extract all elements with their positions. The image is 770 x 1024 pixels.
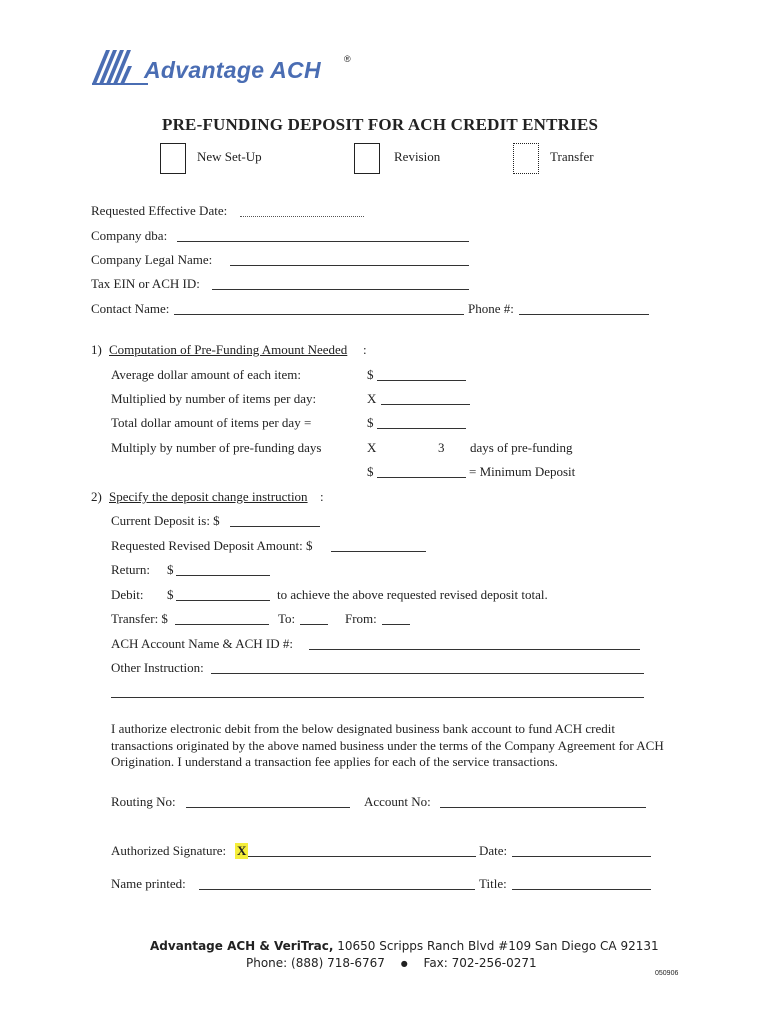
tax-id-field[interactable] (212, 289, 469, 290)
transfer-to-label: To: (278, 611, 296, 626)
footer-phone: Phone: (888) 718-6767 (246, 956, 385, 970)
prefunding-days-symbol: X (367, 440, 377, 455)
section2-number: 2) (91, 489, 102, 504)
name-printed-field[interactable] (199, 889, 475, 890)
footer-address: 10650 Scripps Ranch Blvd #109 San Diego CA 92131 (333, 939, 659, 953)
company-dba-label: Company dba: (91, 228, 168, 243)
company-legal-name-label: Company Legal Name: (91, 252, 213, 267)
items-per-day-label: Multiplied by number of items per day: (111, 391, 317, 406)
avg-amount-symbol: $ (367, 367, 374, 382)
debit-field[interactable] (176, 600, 270, 601)
registered-mark: ® (344, 54, 351, 64)
footer-fax: Fax: 702-256-0271 (423, 956, 537, 970)
phone-field[interactable] (519, 314, 649, 315)
checkbox-new-setup[interactable] (160, 143, 186, 174)
account-field[interactable] (440, 807, 646, 808)
signature-mark: X (237, 843, 247, 858)
routing-field[interactable] (186, 807, 350, 808)
logo (92, 48, 362, 88)
transfer-to-field[interactable] (300, 624, 328, 625)
transfer-label: Transfer: $ (111, 611, 168, 626)
items-per-day-symbol: X (367, 391, 377, 406)
logo-name: Advantage ACH (144, 57, 321, 83)
form-title: PRE-FUNDING DEPOSIT FOR ACH CREDIT ENTRIES (162, 115, 599, 134)
logo-stripes-icon (92, 48, 148, 86)
account-name-label: ACH Account Name & ACH ID #: (111, 636, 293, 651)
items-per-day-field[interactable] (381, 404, 470, 405)
date-label: Date: (479, 843, 508, 858)
prefunding-days-value: 3 (438, 440, 445, 455)
company-dba-field[interactable] (177, 241, 469, 242)
effective-date-label: Requested Effective Date: (91, 203, 228, 218)
company-legal-name-field[interactable] (230, 265, 469, 266)
revised-deposit-label: Requested Revised Deposit Amount: $ (111, 538, 313, 553)
other-instruction-field-2[interactable] (111, 697, 644, 698)
return-symbol: $ (167, 562, 174, 577)
revised-deposit-field[interactable] (331, 551, 426, 552)
title-label: Title: (479, 876, 507, 891)
footer-address-line (150, 939, 659, 953)
authorization-text: I authorize electronic debit from the below designated business bank account to fund ACH credit transactions originated by the above named business under the terms of the Company Agreement for ACH Origination. I understand a transaction fee applies for each of the service transactions. (111, 721, 664, 769)
account-name-field[interactable] (309, 649, 640, 650)
phone-label: Phone #: (468, 301, 514, 316)
avg-amount-label: Average dollar amount of each item: (111, 367, 301, 382)
debit-suffix: to achieve the above requested revised deposit total. (277, 587, 548, 602)
transfer-field[interactable] (175, 624, 269, 625)
other-instruction-label: Other Instruction: (111, 660, 204, 675)
minimum-deposit-field[interactable] (377, 477, 466, 478)
option-revision-label: Revision (394, 149, 441, 164)
routing-label: Routing No: (111, 794, 176, 809)
checkbox-revision[interactable] (354, 143, 380, 174)
total-per-day-symbol: $ (367, 415, 374, 430)
footer-code: 050906 (655, 970, 679, 977)
return-field[interactable] (176, 575, 270, 576)
other-instruction-field[interactable] (211, 673, 644, 674)
option-transfer-label: Transfer (550, 149, 594, 164)
signature-label: Authorized Signature: (111, 843, 227, 858)
debit-label: Debit: (111, 587, 144, 602)
transfer-from-field[interactable] (382, 624, 410, 625)
section1-colon: : (363, 342, 367, 357)
account-label: Account No: (364, 794, 431, 809)
minimum-deposit-label: = Minimum Deposit (469, 464, 576, 479)
minimum-deposit-symbol: $ (367, 464, 374, 479)
current-deposit-label: Current Deposit is: $ (111, 513, 220, 528)
section2-heading: Specify the deposit change instruction (109, 489, 308, 504)
debit-symbol: $ (167, 587, 174, 602)
checkbox-transfer[interactable] (513, 143, 539, 174)
prefunding-days-suffix: days of pre-funding (470, 440, 573, 455)
name-printed-label: Name printed: (111, 876, 186, 891)
footer-bullet-icon: ● (400, 959, 408, 968)
section1-heading: Computation of Pre-Funding Amount Needed (109, 342, 348, 357)
signature-field[interactable] (248, 856, 476, 857)
footer-company: Advantage ACH & VeriTrac, (150, 939, 334, 953)
date-field[interactable] (512, 856, 651, 857)
section2-colon: : (320, 489, 324, 504)
footer-contact-line (246, 956, 537, 970)
option-new-setup-label: New Set-Up (197, 149, 262, 164)
current-deposit-field[interactable] (230, 526, 320, 527)
contact-name-label: Contact Name: (91, 301, 170, 316)
title-field[interactable] (512, 889, 651, 890)
total-per-day-label: Total dollar amount of items per day = (111, 415, 312, 430)
total-per-day-field[interactable] (377, 428, 466, 429)
section1-number: 1) (91, 342, 102, 357)
transfer-from-label: From: (345, 611, 377, 626)
avg-amount-field[interactable] (377, 380, 466, 381)
prefunding-days-label: Multiply by number of pre-funding days (111, 440, 322, 455)
contact-name-field[interactable] (174, 314, 464, 315)
tax-id-label: Tax EIN or ACH ID: (91, 276, 200, 291)
effective-date-field[interactable] (240, 216, 364, 217)
return-label: Return: (111, 562, 150, 577)
